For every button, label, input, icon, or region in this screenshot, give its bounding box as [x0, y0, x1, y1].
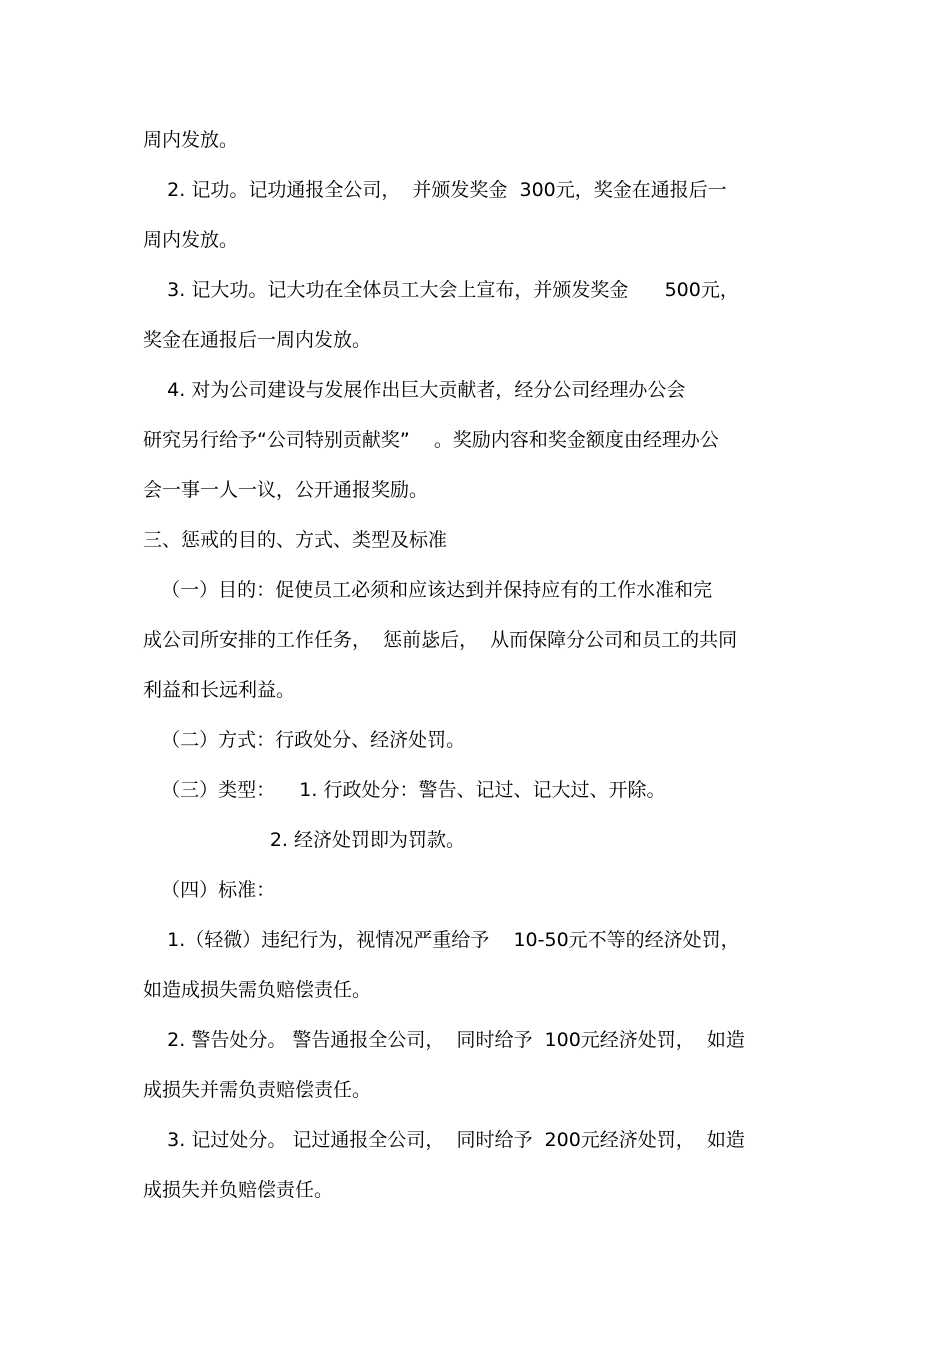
text-line: 研究另行给予“公司特别贡献奖” 。奖励内容和奖金额度由经理办公: [143, 429, 719, 451]
text-line: 周内发放。: [143, 229, 239, 251]
text-line: （二）方式：行政处分、经济处罚。: [143, 729, 466, 751]
text-line: （三）类型： 1. 行政处分：警告、记过、记大过、开除。: [143, 779, 666, 801]
text-line: 2. 警告处分。 警告通报全公司， 同时给予 100元经济处罚， 如造: [143, 1029, 745, 1051]
text-line: 周内发放。: [143, 129, 239, 151]
text-line: （四）标准：: [143, 879, 276, 901]
text-line: 成公司所安排的工作任务， 惩前毖后， 从而保障分公司和员工的共同: [143, 629, 738, 651]
text-line: 3. 记过处分。 记过通报全公司， 同时给予 200元经济处罚， 如造: [143, 1129, 745, 1151]
text-line: 2. 记功。记功通报全公司， 并颁发奖金 300元，奖金在通报后一: [143, 179, 727, 201]
text-line: 1.（轻微）违纪行为，视情况严重给予 10-50元不等的经济处罚，: [143, 929, 740, 951]
text-line: 利益和长远利益。: [143, 679, 296, 701]
section-heading: 三、惩戒的目的、方式、类型及标准: [143, 529, 448, 551]
text-line: 3. 记大功。记大功在全体员工大会上宣布，并颁发奖金 500元，: [143, 279, 739, 301]
text-line: 成损失并需负责赔偿责任。: [143, 1079, 372, 1101]
text-line: 2. 经济处罚即为罚款。: [143, 829, 465, 851]
text-line: 奖金在通报后一周内发放。: [143, 329, 372, 351]
text-line: 如造成损失需负赔偿责任。: [143, 979, 372, 1001]
text-line: （一）目的：促使员工必须和应该达到并保持应有的工作水准和完: [143, 579, 713, 601]
text-line: 成损失并负赔偿责任。: [143, 1179, 334, 1201]
text-line: 会一事一人一议，公开通报奖励。: [143, 479, 429, 501]
text-line: 4. 对为公司建设与发展作出巨大贡献者，经分公司经理办公会: [143, 379, 686, 401]
